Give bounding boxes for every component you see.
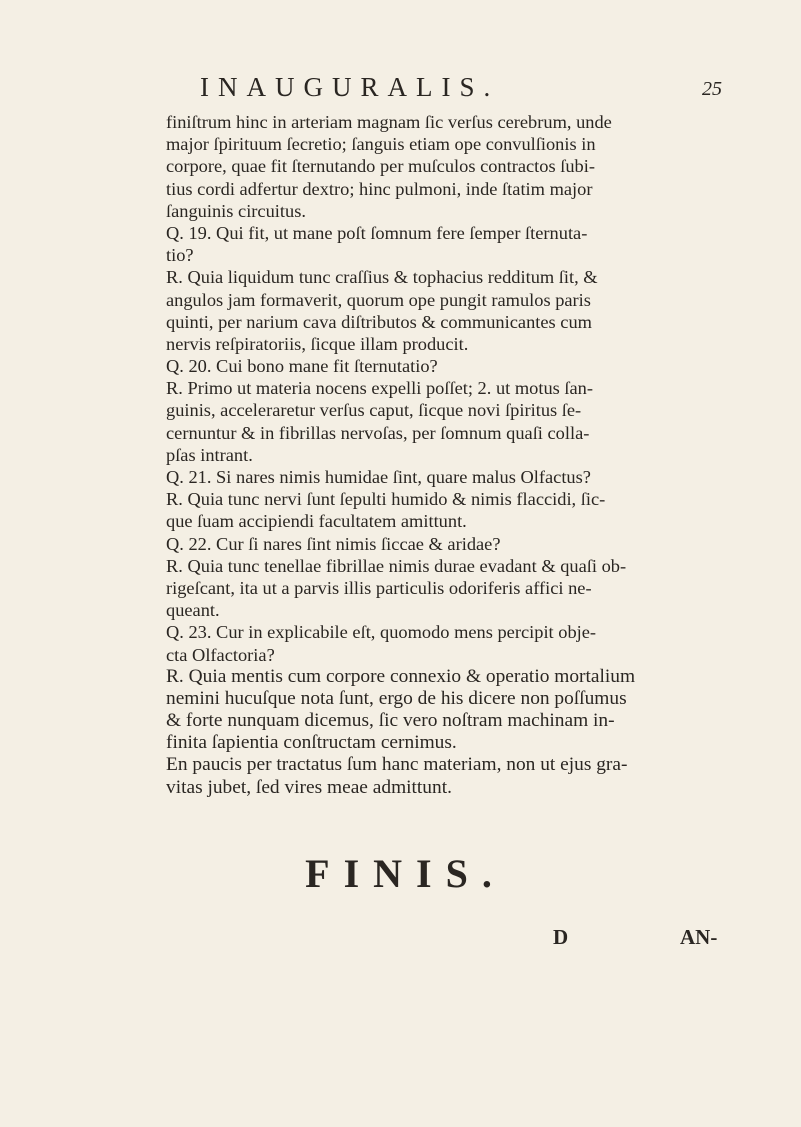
signature-mark: D <box>553 925 569 949</box>
paragraph <box>166 111 730 222</box>
text-line: guinis, acceleraretur verſus caput, ſicque novi ſpiritus ſe- <box>166 400 582 421</box>
text-line: Q. 20. Cui bono mane fit ſternutatio? <box>166 356 438 377</box>
text-line: & forte nunquam dicemus, ſic vero noſtram machinam in- <box>166 710 615 732</box>
paragraph <box>166 488 730 532</box>
text-line: R. Quia liquidum tunc craſſius & tophacius redditum ſit, & <box>166 267 598 288</box>
text-line: R. Quia tunc nervi ſunt ſepulti humido & nimis flaccidi, ſic- <box>166 489 606 510</box>
text-line: corpore, quae fit ſternutando per muſculos contractos ſubi- <box>166 156 595 177</box>
text-line: Q. 21. Si nares nimis humidae ſint, quare malus Olfactus? <box>166 467 591 487</box>
text-line: R. Quia tunc tenellae fibrillae nimis durae evadant & quaſi ob- <box>166 555 627 576</box>
text-line: queant. <box>166 600 220 621</box>
closing-paragraphs <box>166 666 730 799</box>
paragraph <box>166 355 730 377</box>
paragraph <box>166 754 730 798</box>
text-line: cernuntur & in fibrillas nervoſas, per ſomnum quaſi colla- <box>166 422 590 443</box>
text-line: nervis reſpiratoriis, ſicque illam producit. <box>166 333 469 354</box>
text-line: quinti, per narium cava diſtributos & communicantes cum <box>166 311 592 332</box>
text-line: finita ſapientia conſtructam cernimus. <box>166 732 457 754</box>
paragraph <box>166 621 730 665</box>
catchword: AN- <box>680 925 718 949</box>
text-line: pſas intrant. <box>166 444 253 465</box>
text-line: major ſpirituum ſecretio; ſanguis etiam ope convulſionis in <box>166 134 596 155</box>
page-header <box>0 72 801 112</box>
text-line: R. Primo ut materia nocens expelli poſſet; 2. ut motus ſan- <box>166 378 593 399</box>
body-text <box>166 111 730 799</box>
finis-heading: FINIS. <box>305 851 506 896</box>
text-line: ſanguinis circuitus. <box>166 200 306 221</box>
text-line: vitas jubet, ſed vires meae admittunt. <box>166 776 452 798</box>
text-line: finiſtrum hinc in arteriam magnam ſic verſus cerebrum, unde <box>166 112 612 132</box>
text-line: Q. 23. Cur in explicabile eſt, quomodo mens percipit obje- <box>166 622 597 643</box>
paragraph <box>166 222 730 266</box>
text-line: tius cordi adfertur dextro; hinc pulmoni, inde ſtatim major <box>166 178 593 199</box>
paragraph <box>166 466 730 488</box>
page-number: 25 <box>702 78 722 100</box>
text-line: Q. 22. Cur ſi nares ſint nimis ſiccae & aridae? <box>166 533 501 554</box>
text-line: cta Olfactoria? <box>166 644 275 665</box>
paragraphs <box>166 111 730 666</box>
paragraph <box>166 666 730 755</box>
paragraph <box>166 533 730 555</box>
paragraph <box>166 555 730 622</box>
text-line: rigeſcant, ita ut a parvis illis particulis odoriferis affici ne- <box>166 577 592 598</box>
running-title: INAUGURALIS. <box>200 72 500 102</box>
text-line: En paucis per tractatus ſum hanc materiam, non ut ejus gra- <box>166 754 628 776</box>
text-line: angulos jam formaverit, quorum ope pungit ramulos paris <box>166 289 591 310</box>
text-line: Q. 19. Qui fit, ut mane poſt ſomnum fere ſemper ſternuta- <box>166 222 588 243</box>
paragraph <box>166 377 730 466</box>
text-line: que ſuam accipiendi facultatem amittunt. <box>166 511 467 532</box>
text-line: tio? <box>166 245 194 266</box>
paragraph <box>166 266 730 355</box>
text-line: nemini hucuſque nota ſunt, ergo de his dicere non poſſumus <box>166 687 627 709</box>
text-line: R. Quia mentis cum corpore connexio & operatio mortalium <box>166 665 636 687</box>
